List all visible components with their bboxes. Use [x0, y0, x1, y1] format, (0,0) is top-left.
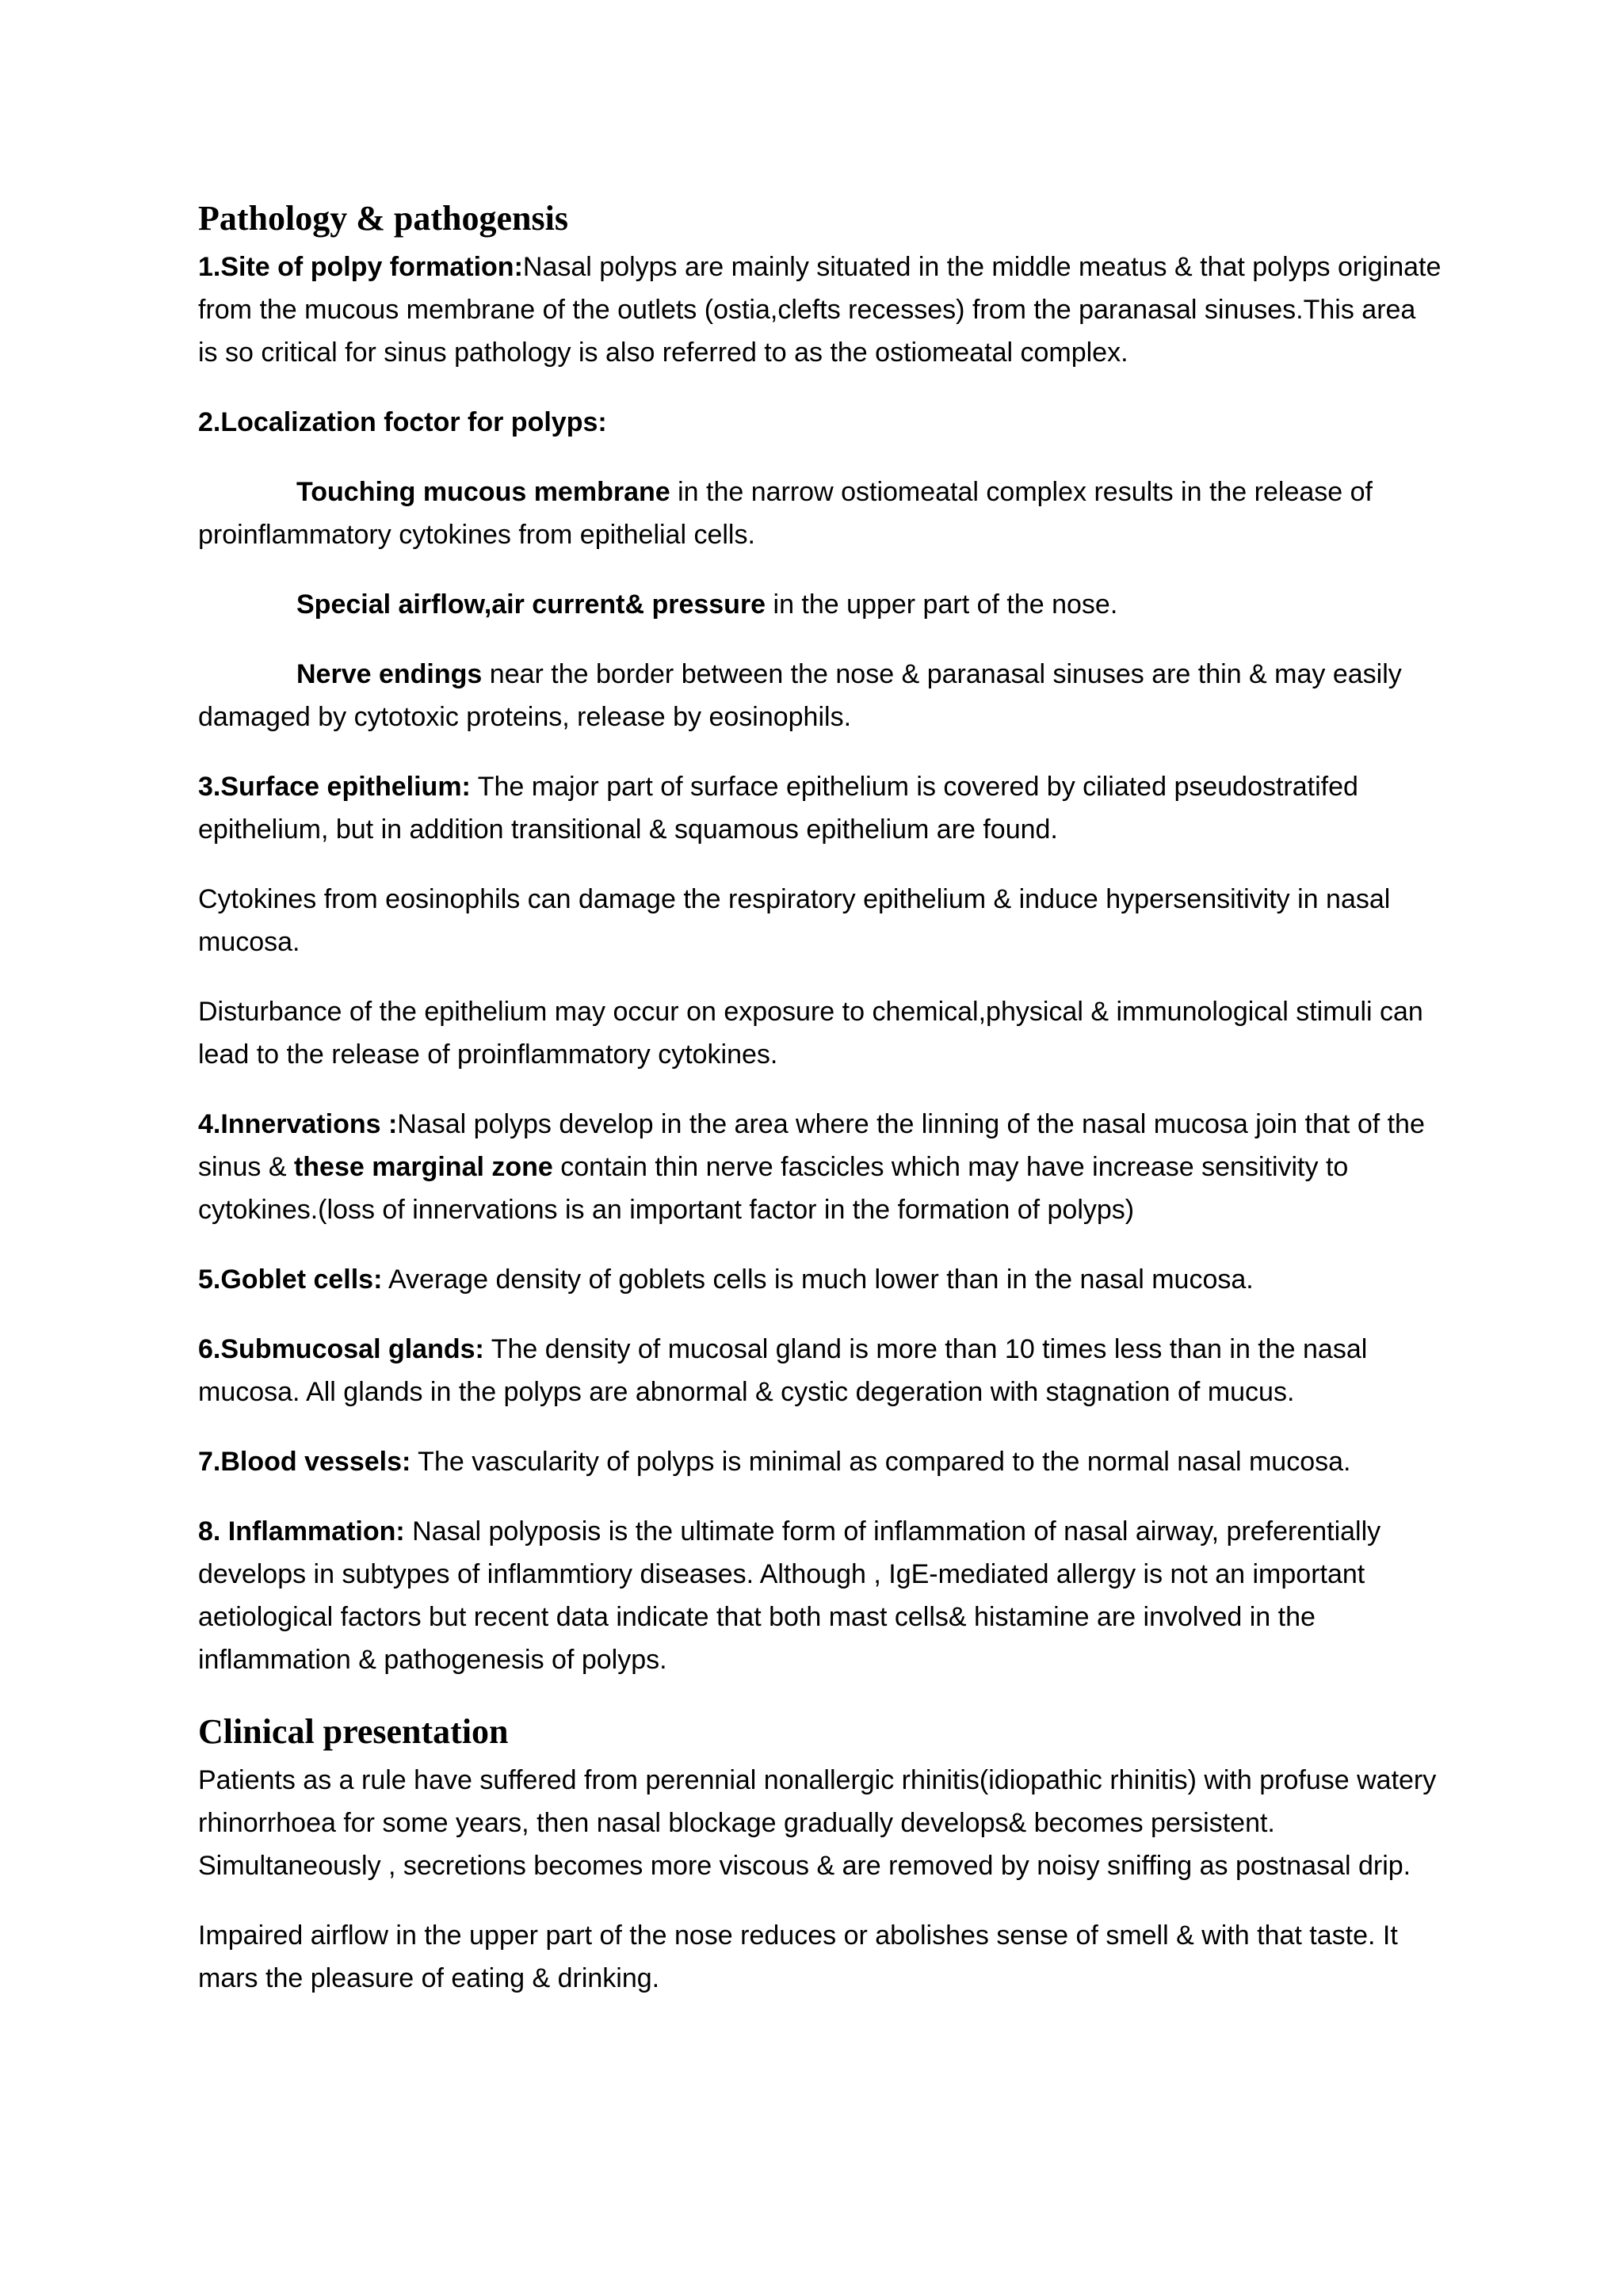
- paragraph-surface-epithelium: [198, 765, 1442, 851]
- paragraph-text: Nasal polyps are mainly situated in the middle meatus & that polyps originate from the mucous membrane of the outlets (ostia,clefts recesses) from the paranasal sinuses.This area is so critical for sinus pathology is also referred to as the ostiomeatal complex.: [198, 252, 1442, 368]
- paragraph-label: 8. Inflammation:: [198, 1516, 405, 1547]
- paragraph-site-of-polyp-formation: [198, 246, 1442, 374]
- paragraph-nerve-endings: [198, 653, 1442, 738]
- paragraph-label: 1.Site of polpy formation:: [198, 252, 523, 282]
- paragraph-inflammation: [198, 1510, 1442, 1681]
- paragraph-text: contain thin nerve fascicles which may have increase sensitivity to cytokines.(loss of innervations is an important factor in the formation of polyps): [198, 1152, 1349, 1225]
- paragraph-emphasis: these marginal zone: [293, 1152, 553, 1182]
- paragraph-label: Nerve endings: [296, 659, 483, 689]
- paragraph-label: Special airflow,air current& pressure: [296, 589, 766, 620]
- paragraph-text: Nasal polyposis is the ultimate form of inflammation of nasal airway, preferentially develops in subtypes of inflammtiory diseases. Although , IgE-mediated allergy is not an important aetiological factors but recent data indicate that both mast cells& histamine are involved in the inflammation & pathogenesis of polyps.: [198, 1516, 1381, 1675]
- paragraph-localization-factor: [198, 401, 1442, 444]
- paragraph-text: near the border between the nose & paranasal sinuses are thin & may easily damaged by cytotoxic proteins, release by eosinophils.: [198, 659, 1402, 732]
- paragraph-text: The vascularity of polyps is minimal as compared to the normal nasal mucosa.: [411, 1447, 1351, 1477]
- paragraph-text: in the narrow ostiomeatal complex results in the release of proinflammatory cytokines from epithelial cells.: [198, 477, 1373, 550]
- paragraph-submucosal-glands: [198, 1328, 1442, 1413]
- document-page: [198, 195, 1442, 2027]
- paragraph-text: Nasal polyps develop in the area where the linning of the nasal mucosa join that of the sinus &: [198, 1109, 1425, 1182]
- paragraph-special-airflow: [198, 583, 1442, 626]
- paragraph-label: 3.Surface epithelium:: [198, 772, 471, 802]
- paragraph-label: 6.Submucosal glands:: [198, 1334, 484, 1364]
- paragraph-text: The density of mucosal gland is more than 10 times less than in the nasal mucosa. All glands in the polyps are abnormal & cystic degeration with stagnation of mucus.: [198, 1334, 1368, 1407]
- paragraph-text: Average density of goblets cells is much lower than in the nasal mucosa.: [382, 1264, 1254, 1295]
- paragraph-text: The major part of surface epithelium is covered by ciliated pseudostratifed epithelium, but in addition transitional & squamous epithelium are found.: [198, 772, 1358, 845]
- paragraph-text: in the upper part of the nose.: [766, 589, 1118, 620]
- paragraph-impaired-airflow: Impaired airflow in the upper part of the nose reduces or abolishes sense of smell & with that taste. It mars the pleasure of eating & drinking.: [198, 1920, 1398, 1993]
- paragraph-touching-mucous-membrane: [198, 471, 1442, 556]
- section-heading-pathology: Pathology & pathogensis: [198, 199, 568, 238]
- paragraph-disturbance: Disturbance of the epithelium may occur on exposure to chemical,physical & immunological stimuli can lead to the release of proinflammatory cytokines.: [198, 997, 1423, 1070]
- paragraph-blood-vessels: [198, 1440, 1442, 1483]
- paragraph-patients: Patients as a rule have suffered from perennial nonallergic rhinitis(idiopathic rhinitis) with profuse watery rhinorrhoea for some years, then nasal blockage gradually develops& becomes persistent. Simultaneously , secretions becomes more viscous & are removed by noisy sniffing as postnasal drip.: [198, 1765, 1437, 1881]
- paragraph-label: 2.Localization foctor for polyps:: [198, 407, 607, 437]
- paragraph-label: 7.Blood vessels:: [198, 1447, 411, 1477]
- paragraph-innervations: [198, 1103, 1442, 1231]
- paragraph-label: Touching mucous membrane: [296, 477, 670, 507]
- section-heading-clinical-presentation: Clinical presentation: [198, 1712, 509, 1751]
- paragraph-goblet-cells: [198, 1258, 1442, 1301]
- paragraph-cytokines: Cytokines from eosinophils can damage the respiratory epithelium & induce hypersensitivity in nasal mucosa.: [198, 884, 1391, 957]
- paragraph-label: 5.Goblet cells:: [198, 1264, 383, 1295]
- paragraph-label: 4.Innervations :: [198, 1109, 398, 1139]
